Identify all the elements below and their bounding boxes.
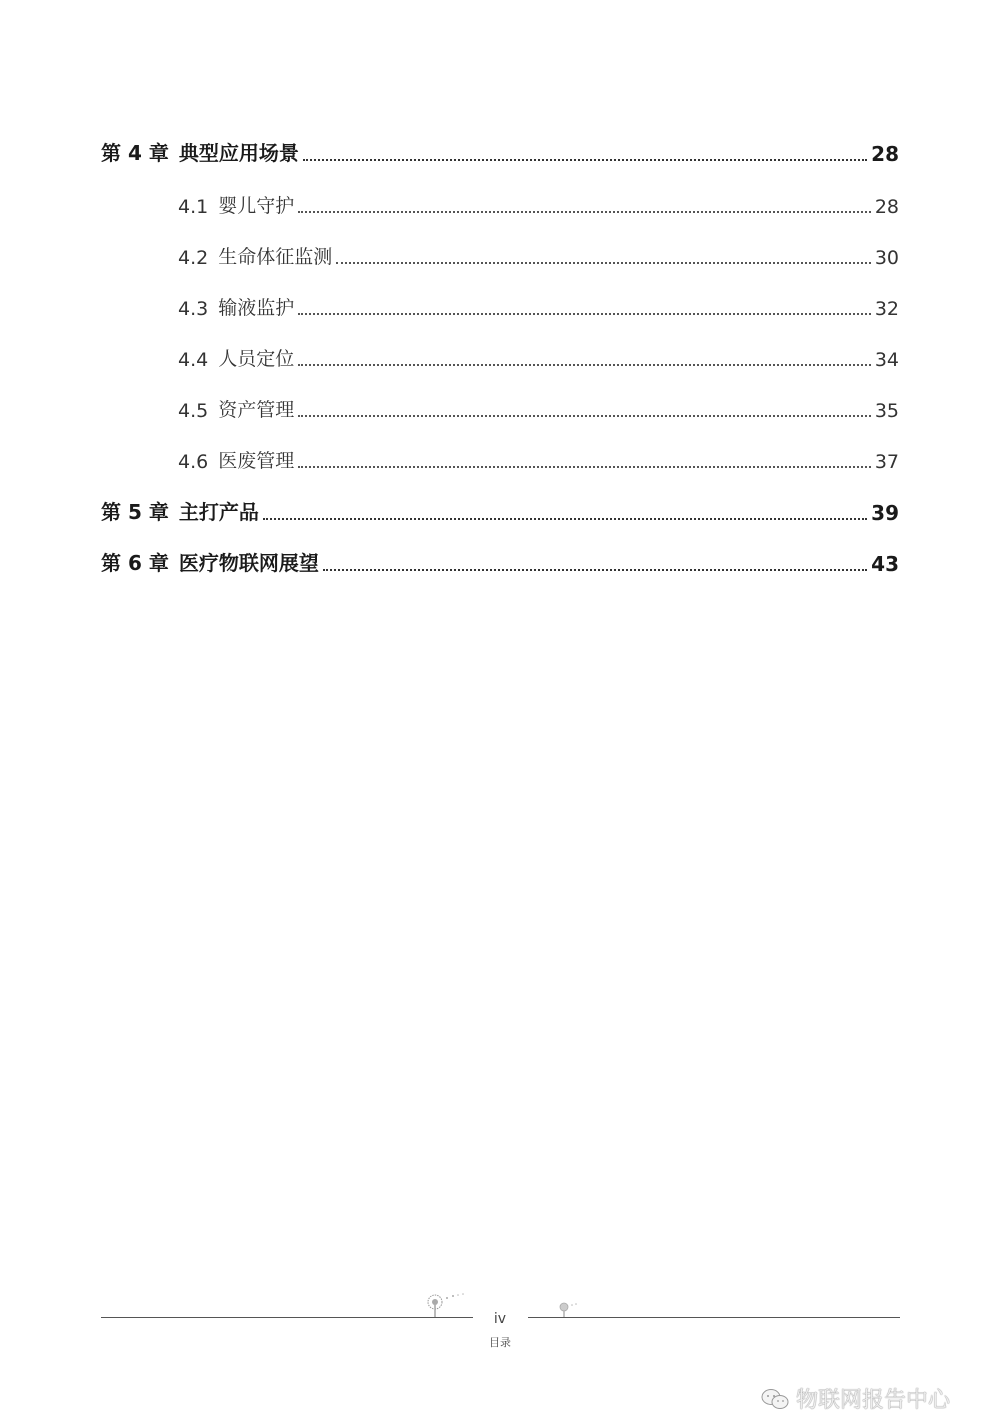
entry-page: 39 [871,501,899,525]
entry-page: 37 [874,451,899,473]
entry-number: 4.6 [178,451,209,473]
dot-leader [298,211,871,213]
entry-title: 医疗物联网展望 [178,551,319,575]
entry-page: 34 [874,349,899,371]
entry-title: 人员定位 [218,348,295,370]
entry-title: 医废管理 [218,450,295,472]
wechat-icon [760,1387,790,1411]
entry-number: 4.2 [178,247,209,269]
toc-entry-chapter-5[interactable] [101,495,899,525]
entry-page: 28 [874,196,899,218]
entry-page: 30 [874,247,899,269]
dot-leader [298,466,871,468]
entry-title: 资产管理 [218,399,295,421]
entry-number: 第 6 章 [101,551,169,575]
entry-title: 输液监护 [218,297,295,319]
dot-leader [298,364,871,366]
entry-number: 4.5 [178,400,209,422]
toc-entry-chapter-4[interactable] [101,136,899,166]
entry-number: 第 4 章 [101,141,169,165]
entry-title: 典型应用场景 [178,141,299,165]
entry-page: 35 [874,400,899,422]
entry-page: 32 [874,298,899,320]
watermark-text: 物联网报告中心 [796,1388,951,1413]
dot-leader [303,159,867,161]
entry-title: 主打产品 [178,500,259,524]
toc-entry-4-1[interactable] [101,188,899,218]
dot-leader [336,262,871,264]
dot-leader [298,415,871,417]
toc-entry-4-5[interactable] [101,392,899,422]
toc-entry-4-2[interactable] [101,239,899,269]
entry-number: 第 5 章 [101,500,169,524]
watermark [760,1383,950,1414]
entry-number: 4.3 [178,298,209,320]
entry-number: 4.1 [178,196,209,218]
dot-leader [263,518,867,520]
toc-entry-4-6[interactable] [101,443,899,473]
toc-entry-chapter-6[interactable] [101,546,899,576]
entry-title: 生命体征监测 [218,246,333,268]
entry-number: 4.4 [178,349,209,371]
entry-title: 婴儿守护 [218,195,295,217]
toc-entry-4-4[interactable] [101,341,899,371]
entry-page: 43 [871,552,899,576]
dot-leader [298,313,871,315]
dot-leader [323,569,867,571]
toc-entry-4-3[interactable] [101,290,899,320]
footer-page-number: iv [493,1311,507,1327]
footer-section-label: 目录 [489,1336,511,1349]
entry-page: 28 [871,142,899,166]
